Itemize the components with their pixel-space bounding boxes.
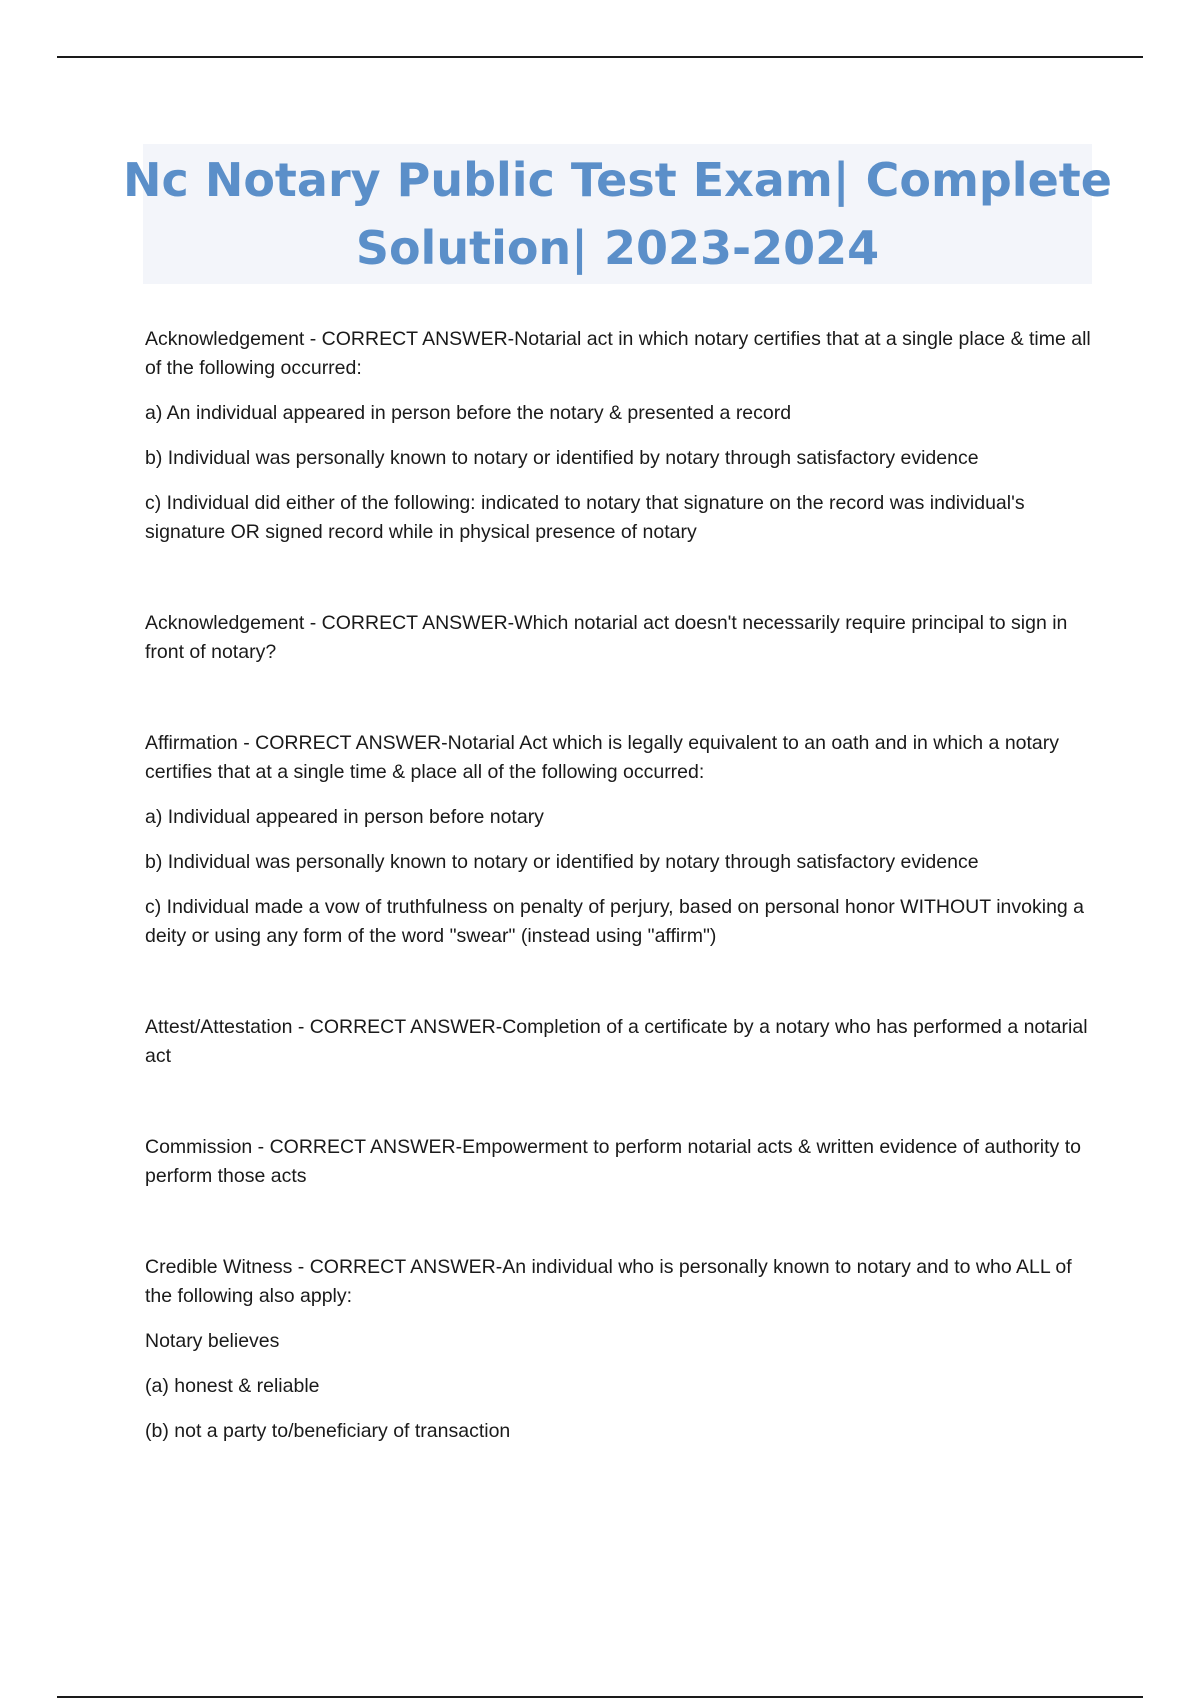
entry-item: a) Individual appeared in person before notary	[145, 806, 544, 828]
entry-commission	[145, 1133, 1095, 1191]
top-rule	[57, 56, 1143, 58]
entry-item: (b) not a party to/beneficiary of transaction	[145, 1420, 511, 1442]
page-title-line-1: Nc Notary Public Test Exam| Complete	[123, 153, 1112, 207]
entry-definition: Credible Witness - CORRECT ANSWER-An individual who is personally known to notary and to who ALL of the following also apply:	[145, 1256, 1072, 1307]
page-title-line-2: Solution| 2023-2024	[355, 221, 880, 275]
entry-definition: Attest/Attestation - CORRECT ANSWER-Completion of a certificate by a notary who has performed a notarial act	[145, 1016, 1088, 1067]
title-banner	[123, 144, 1112, 284]
entry-acknowledgement	[145, 325, 1095, 547]
entry-item: a) An individual appeared in person before the notary & presented a record	[145, 402, 792, 424]
entry-item: c) Individual did either of the following: indicated to notary that signature on the record was individual's signature OR signed record while in physical presence of notary	[145, 492, 1025, 543]
entry-item: b) Individual was personally known to notary or identified by notary through satisfactory evidence	[145, 447, 979, 469]
entry-item: c) Individual made a vow of truthfulness on penalty of perjury, based on personal honor WITHOUT invoking a deity or using any form of the word "swear" (instead using "affirm")	[145, 896, 1085, 947]
entry-acknowledgement-question	[145, 609, 1095, 667]
entry-affirmation	[145, 729, 1095, 951]
entry-definition: Acknowledgement - CORRECT ANSWER-Notarial act in which notary certifies that at a single place & time all of the following occurred:	[145, 328, 1091, 379]
bottom-rule	[57, 1696, 1143, 1698]
entry-credible-witness	[145, 1253, 1095, 1446]
entry-definition: Acknowledgement - CORRECT ANSWER-Which notarial act doesn't necessarily require principal to sign in front of notary?	[145, 612, 1068, 663]
entry-item: b) Individual was personally known to notary or identified by notary through satisfactory evidence	[145, 851, 979, 873]
document-body	[145, 325, 1095, 1446]
entry-definition: Commission - CORRECT ANSWER-Empowerment to perform notarial acts & written evidence of authority to perform those acts	[145, 1136, 1081, 1187]
entry-definition: Affirmation - CORRECT ANSWER-Notarial Act which is legally equivalent to an oath and in which a notary certifies that at a single time & place all of the following occurred:	[145, 732, 1060, 783]
entry-item: (a) honest & reliable	[145, 1375, 320, 1397]
entry-item: Notary believes	[145, 1330, 280, 1352]
entry-attestation	[145, 1013, 1095, 1071]
